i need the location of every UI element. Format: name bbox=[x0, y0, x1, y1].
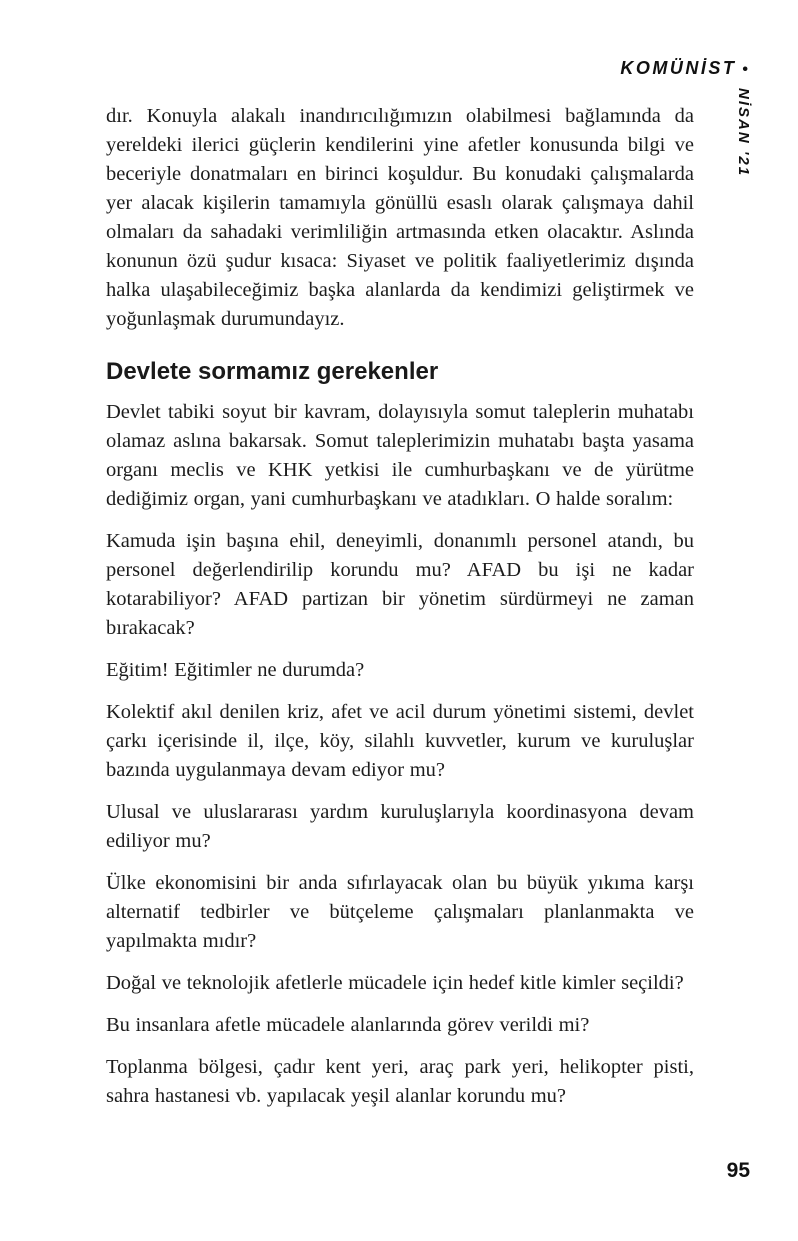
section-heading: Devlete sormamız gerekenler bbox=[106, 358, 439, 385]
journal-title: KOMÜNİST bbox=[620, 58, 737, 78]
header-bullet: • bbox=[742, 61, 748, 78]
body-paragraph: Ülke ekonomisini bir anda sıfırlayacak olan bu büyük yıkıma karşı alternatif tedbirler ve bütçeleme çalışmaları planlanmakta ve yapılmakta mıdır? bbox=[106, 872, 694, 952]
page-number: 95 bbox=[726, 1159, 750, 1182]
body-paragraph: Ulusal ve uluslararası yardım kuruluşlarıyla koordinasyona devam ediliyor mu? bbox=[106, 801, 694, 852]
body-paragraph: Devlet tabiki soyut bir kavram, dolayısıyla somut taleplerin muhatabı olamaz aslına bakarsak. Somut taleplerimizin muhatabı başta yasama organı meclis ve KHK yetkisi ile cumhurbaşkanı ve de yürütme dediğimiz organ, yani cumhurbaşkanı ve atadıkları. O halde soralım: bbox=[106, 401, 694, 510]
body-paragraph: Kolektif akıl denilen kriz, afet ve acil durum yönetimi sistemi, devlet çarkı içerisinde il, ilçe, köy, silahlı kuvvetler, kurum ve kuruluşlar bazında uygulanmaya devam ediyor mu? bbox=[106, 701, 694, 781]
journal-header bbox=[620, 58, 748, 79]
issue-label: NİSAN '21 bbox=[735, 88, 752, 178]
body-paragraph: Doğal ve teknolojik afetlerle mücadele için hedef kitle kimler seçildi? bbox=[106, 972, 684, 994]
body-paragraph: Bu insanlara afetle mücadele alanlarında görev verildi mi? bbox=[106, 1014, 590, 1036]
body-paragraph: Toplanma bölgesi, çadır kent yeri, araç park yeri, helikopter pisti, sahra hastanesi vb. yapılacak yeşil alanlar korundu mu? bbox=[106, 1056, 694, 1107]
body-paragraph-intro: dır. Konuyla alakalı inandırıcılığımızın olabilmesi bağlamında da yereldeki ilerici güçlerin kendilerini yine afetler konusunda bilgi ve beceriyle donatmaları en birinci koşuldur. Bu konudaki çalışmalarda yer alacak kişilerin tamamıyla gönüllü esaslı olarak çalışmaya dahil olmaları da sahadaki verimliliğin artmasında etken olacaktır. Aslında konunun özü şudur kısaca: Siyaset ve politik faaliyetlerimiz dışında halka ulaşabileceğimiz başka alanlarda da kendimizi geliştirmek ve yoğunlaşmak durumundayız. bbox=[106, 105, 694, 330]
page-body bbox=[106, 102, 694, 1124]
body-paragraph: Kamuda işin başına ehil, deneyimli, donanımlı personel atandı, bu personel değerlendirilip korundu mu? AFAD bu işi ne kadar kotarabiliyor? AFAD partizan bir yönetim sürdürmeyi ne zaman bırakacak? bbox=[106, 530, 694, 639]
issue-label-vertical bbox=[734, 88, 752, 198]
body-paragraph: Eğitim! Eğitimler ne durumda? bbox=[106, 659, 365, 681]
